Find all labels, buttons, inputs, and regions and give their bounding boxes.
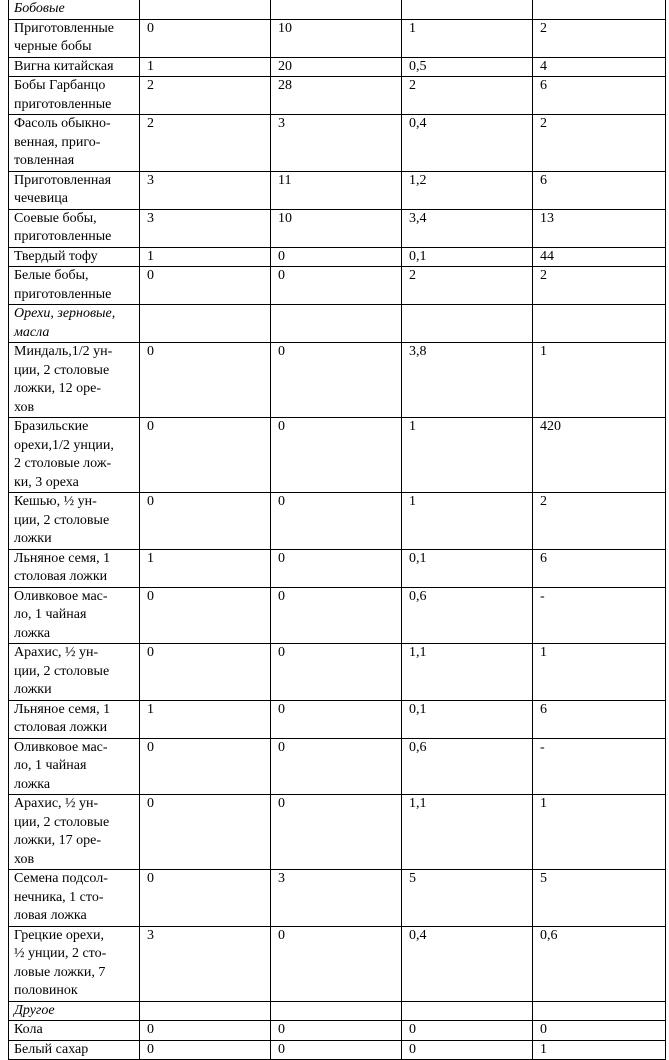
value-cell-col-4: - [533, 587, 666, 644]
value-cell-col-1: 0 [140, 644, 271, 701]
value-cell-col-4: 1 [533, 795, 666, 870]
value-cell-col-2: 3 [271, 870, 402, 927]
value-cell-col-2: 0 [271, 418, 402, 493]
table-row [9, 870, 666, 927]
table-row [9, 171, 666, 209]
value-cell-col-3: 0,1 [402, 549, 533, 587]
section-title-cell: Орехи, зерновые, масла [9, 305, 140, 343]
food-name-cell: Соевые бобы, приготовленные [9, 209, 140, 247]
value-cell-col-1: 1 [140, 57, 271, 77]
value-cell-col-2: 0 [271, 587, 402, 644]
table-row [9, 795, 666, 870]
food-name-cell: Льняное семя, 1 столовая ложки [9, 549, 140, 587]
section-row [9, 305, 666, 343]
value-cell-col-2: 0 [271, 926, 402, 1001]
value-cell-col-1: 0 [140, 1040, 271, 1060]
value-cell-col-3: 1,1 [402, 644, 533, 701]
value-cell-col-4: 6 [533, 700, 666, 738]
food-name-cell: Кешью, ½ ун- ции, 2 столовые ложки [9, 493, 140, 550]
food-name-cell: Оливковое мас- ло, 1 чайная ложка [9, 587, 140, 644]
food-name-cell: Оливковое мас- ло, 1 чайная ложка [9, 738, 140, 795]
food-name-cell: Миндаль,1/2 ун- ции, 2 столовые ложки, 12 оре- хов [9, 343, 140, 418]
food-name-cell: Семена подсол- нечника, 1 сто- ловая ложка [9, 870, 140, 927]
value-cell-col-3: 1 [402, 19, 533, 57]
table-row [9, 115, 666, 172]
value-cell-col-3: 2 [402, 77, 533, 115]
table-row [9, 644, 666, 701]
value-cell-col-3: 1,1 [402, 795, 533, 870]
food-name-cell: Льняное семя, 1 столовая ложки [9, 700, 140, 738]
value-cell-col-2: 0 [271, 267, 402, 305]
table-row [9, 247, 666, 267]
food-name-cell: Вигна китайская [9, 57, 140, 77]
value-cell-col-4 [533, 0, 666, 19]
food-name-cell: Белый сахар [9, 1040, 140, 1060]
value-cell-col-3 [402, 305, 533, 343]
value-cell-col-3: 0,4 [402, 926, 533, 1001]
value-cell-col-1: 1 [140, 700, 271, 738]
value-cell-col-1: 1 [140, 247, 271, 267]
value-cell-col-2: 0 [271, 644, 402, 701]
value-cell-col-1: 2 [140, 77, 271, 115]
table-body [9, 0, 666, 1060]
value-cell-col-2: 0 [271, 795, 402, 870]
value-cell-col-2: 0 [271, 343, 402, 418]
section-row [9, 1001, 666, 1021]
table-row [9, 1040, 666, 1060]
value-cell-col-3: 2 [402, 267, 533, 305]
table-row [9, 587, 666, 644]
value-cell-col-1: 0 [140, 738, 271, 795]
value-cell-col-2 [271, 0, 402, 19]
section-row [9, 0, 666, 19]
table-row [9, 343, 666, 418]
table-row [9, 77, 666, 115]
value-cell-col-1 [140, 0, 271, 19]
value-cell-col-1: 0 [140, 343, 271, 418]
value-cell-col-2: 28 [271, 77, 402, 115]
value-cell-col-2: 0 [271, 700, 402, 738]
value-cell-col-1: 0 [140, 418, 271, 493]
value-cell-col-4: 1 [533, 1040, 666, 1060]
table-row [9, 19, 666, 57]
value-cell-col-3: 3,8 [402, 343, 533, 418]
value-cell-col-1: 2 [140, 115, 271, 172]
nutrition-table [8, 0, 666, 1060]
value-cell-col-2 [271, 305, 402, 343]
table-row [9, 1021, 666, 1041]
table-row [9, 418, 666, 493]
value-cell-col-2: 0 [271, 738, 402, 795]
value-cell-col-3: 0 [402, 1021, 533, 1041]
value-cell-col-2: 10 [271, 19, 402, 57]
value-cell-col-1: 1 [140, 549, 271, 587]
value-cell-col-4: - [533, 738, 666, 795]
value-cell-col-1: 3 [140, 209, 271, 247]
food-name-cell: Фасоль обыкно- венная, приго- товленная [9, 115, 140, 172]
value-cell-col-4 [533, 305, 666, 343]
value-cell-col-4: 2 [533, 267, 666, 305]
value-cell-col-1: 0 [140, 1021, 271, 1041]
value-cell-col-1 [140, 305, 271, 343]
value-cell-col-4: 2 [533, 19, 666, 57]
value-cell-col-1: 0 [140, 493, 271, 550]
value-cell-col-2: 0 [271, 1040, 402, 1060]
value-cell-col-4: 44 [533, 247, 666, 267]
value-cell-col-4: 2 [533, 493, 666, 550]
food-name-cell: Бразильские орехи,1/2 унции, 2 столовые лож- ки, 3 ореха [9, 418, 140, 493]
value-cell-col-3: 0,5 [402, 57, 533, 77]
value-cell-col-2: 20 [271, 57, 402, 77]
value-cell-col-4: 6 [533, 549, 666, 587]
table-row [9, 209, 666, 247]
value-cell-col-3 [402, 1001, 533, 1021]
section-title-cell: Бобовые [9, 0, 140, 19]
value-cell-col-2: 0 [271, 247, 402, 267]
value-cell-col-4: 0,6 [533, 926, 666, 1001]
value-cell-col-3: 0,1 [402, 700, 533, 738]
food-name-cell: Твердый тофу [9, 247, 140, 267]
food-name-cell: Бобы Гарбанцо приготовленные [9, 77, 140, 115]
value-cell-col-4: 4 [533, 57, 666, 77]
value-cell-col-3: 1,2 [402, 171, 533, 209]
table-row [9, 493, 666, 550]
value-cell-col-3: 5 [402, 870, 533, 927]
value-cell-col-2: 0 [271, 549, 402, 587]
value-cell-col-4: 2 [533, 115, 666, 172]
value-cell-col-1 [140, 1001, 271, 1021]
food-name-cell: Приготовленная чечевица [9, 171, 140, 209]
value-cell-col-2: 0 [271, 493, 402, 550]
value-cell-col-3: 0,4 [402, 115, 533, 172]
table-row [9, 926, 666, 1001]
value-cell-col-3: 1 [402, 493, 533, 550]
value-cell-col-2: 3 [271, 115, 402, 172]
value-cell-col-4: 13 [533, 209, 666, 247]
food-name-cell: Грецкие орехи, ½ унции, 2 сто- ловые ложки, 7 половинок [9, 926, 140, 1001]
value-cell-col-1: 3 [140, 171, 271, 209]
value-cell-col-1: 0 [140, 19, 271, 57]
value-cell-col-1: 0 [140, 267, 271, 305]
food-name-cell: Приготовленные черные бобы [9, 19, 140, 57]
value-cell-col-4: 1 [533, 343, 666, 418]
food-name-cell: Кола [9, 1021, 140, 1041]
value-cell-col-3 [402, 0, 533, 19]
value-cell-col-1: 3 [140, 926, 271, 1001]
value-cell-col-2: 0 [271, 1021, 402, 1041]
value-cell-col-4: 1 [533, 644, 666, 701]
value-cell-col-2: 11 [271, 171, 402, 209]
value-cell-col-2: 10 [271, 209, 402, 247]
value-cell-col-3: 1 [402, 418, 533, 493]
table-row [9, 700, 666, 738]
value-cell-col-3: 0,6 [402, 738, 533, 795]
value-cell-col-4: 5 [533, 870, 666, 927]
value-cell-col-1: 0 [140, 870, 271, 927]
value-cell-col-4: 420 [533, 418, 666, 493]
value-cell-col-4: 0 [533, 1021, 666, 1041]
value-cell-col-4: 6 [533, 77, 666, 115]
value-cell-col-3: 0,1 [402, 247, 533, 267]
value-cell-col-1: 0 [140, 587, 271, 644]
table-row [9, 57, 666, 77]
value-cell-col-3: 3,4 [402, 209, 533, 247]
value-cell-col-3: 0 [402, 1040, 533, 1060]
food-name-cell: Белые бобы, приготовленные [9, 267, 140, 305]
value-cell-col-2 [271, 1001, 402, 1021]
table-row [9, 549, 666, 587]
table-row [9, 738, 666, 795]
value-cell-col-4 [533, 1001, 666, 1021]
value-cell-col-3: 0,6 [402, 587, 533, 644]
food-name-cell: Арахис, ½ ун- ции, 2 столовые ложки [9, 644, 140, 701]
value-cell-col-1: 0 [140, 795, 271, 870]
food-name-cell: Арахис, ½ ун- ции, 2 столовые ложки, 17 оре- хов [9, 795, 140, 870]
value-cell-col-4: 6 [533, 171, 666, 209]
table-row [9, 267, 666, 305]
section-title-cell: Другое [9, 1001, 140, 1021]
